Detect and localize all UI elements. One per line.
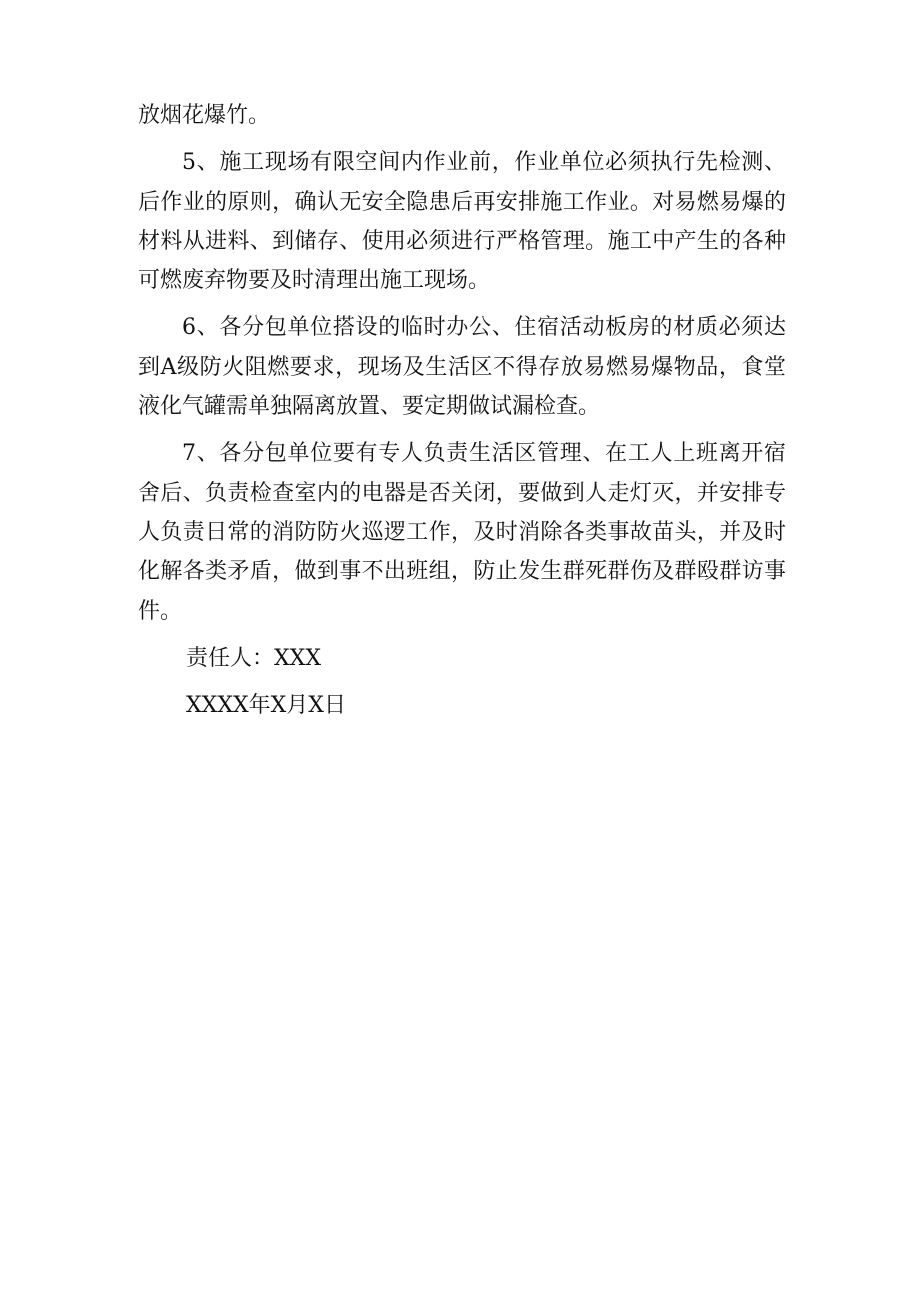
paragraph-continuation: 放烟花爆竹。: [138, 103, 271, 128]
paragraph-item-6: 6、各分包单位搭设的临时办公、住宿活动板房的材质必须达到A级防火阻燃要求，现场及生活区不得存放易燃易爆物品，食堂液化气罐需单独隔离放置、要定期做试漏检查。: [138, 315, 786, 420]
paragraph-item-5: 5、施工现场有限空间内作业前，作业单位必须执行先检测、后作业的原则，确认无安全隐患后再安排施工作业。对易燃易爆的材料从进料、到储存、使用必须进行严格管理。施工中产生的各种可燃废弃物要及时清理出施工现场。: [138, 150, 786, 294]
paragraph-item-7: 7、各分包单位要有专人负责生活区管理、在工人上班离开宿舍后、负责检查室内的电器是否关闭，要做到人走灯灭，并安排专人负责日常的消防防火巡逻工作，及时消除各类事故苗头，并及时化解各类矛盾，做到事不出班组，防止发生群死群伤及群殴群访事件。: [138, 441, 786, 624]
responsible-person: 责任人：XXX: [186, 645, 321, 671]
document-body: [138, 96, 786, 733]
signature-date: XXXX年X月X日: [186, 693, 346, 719]
